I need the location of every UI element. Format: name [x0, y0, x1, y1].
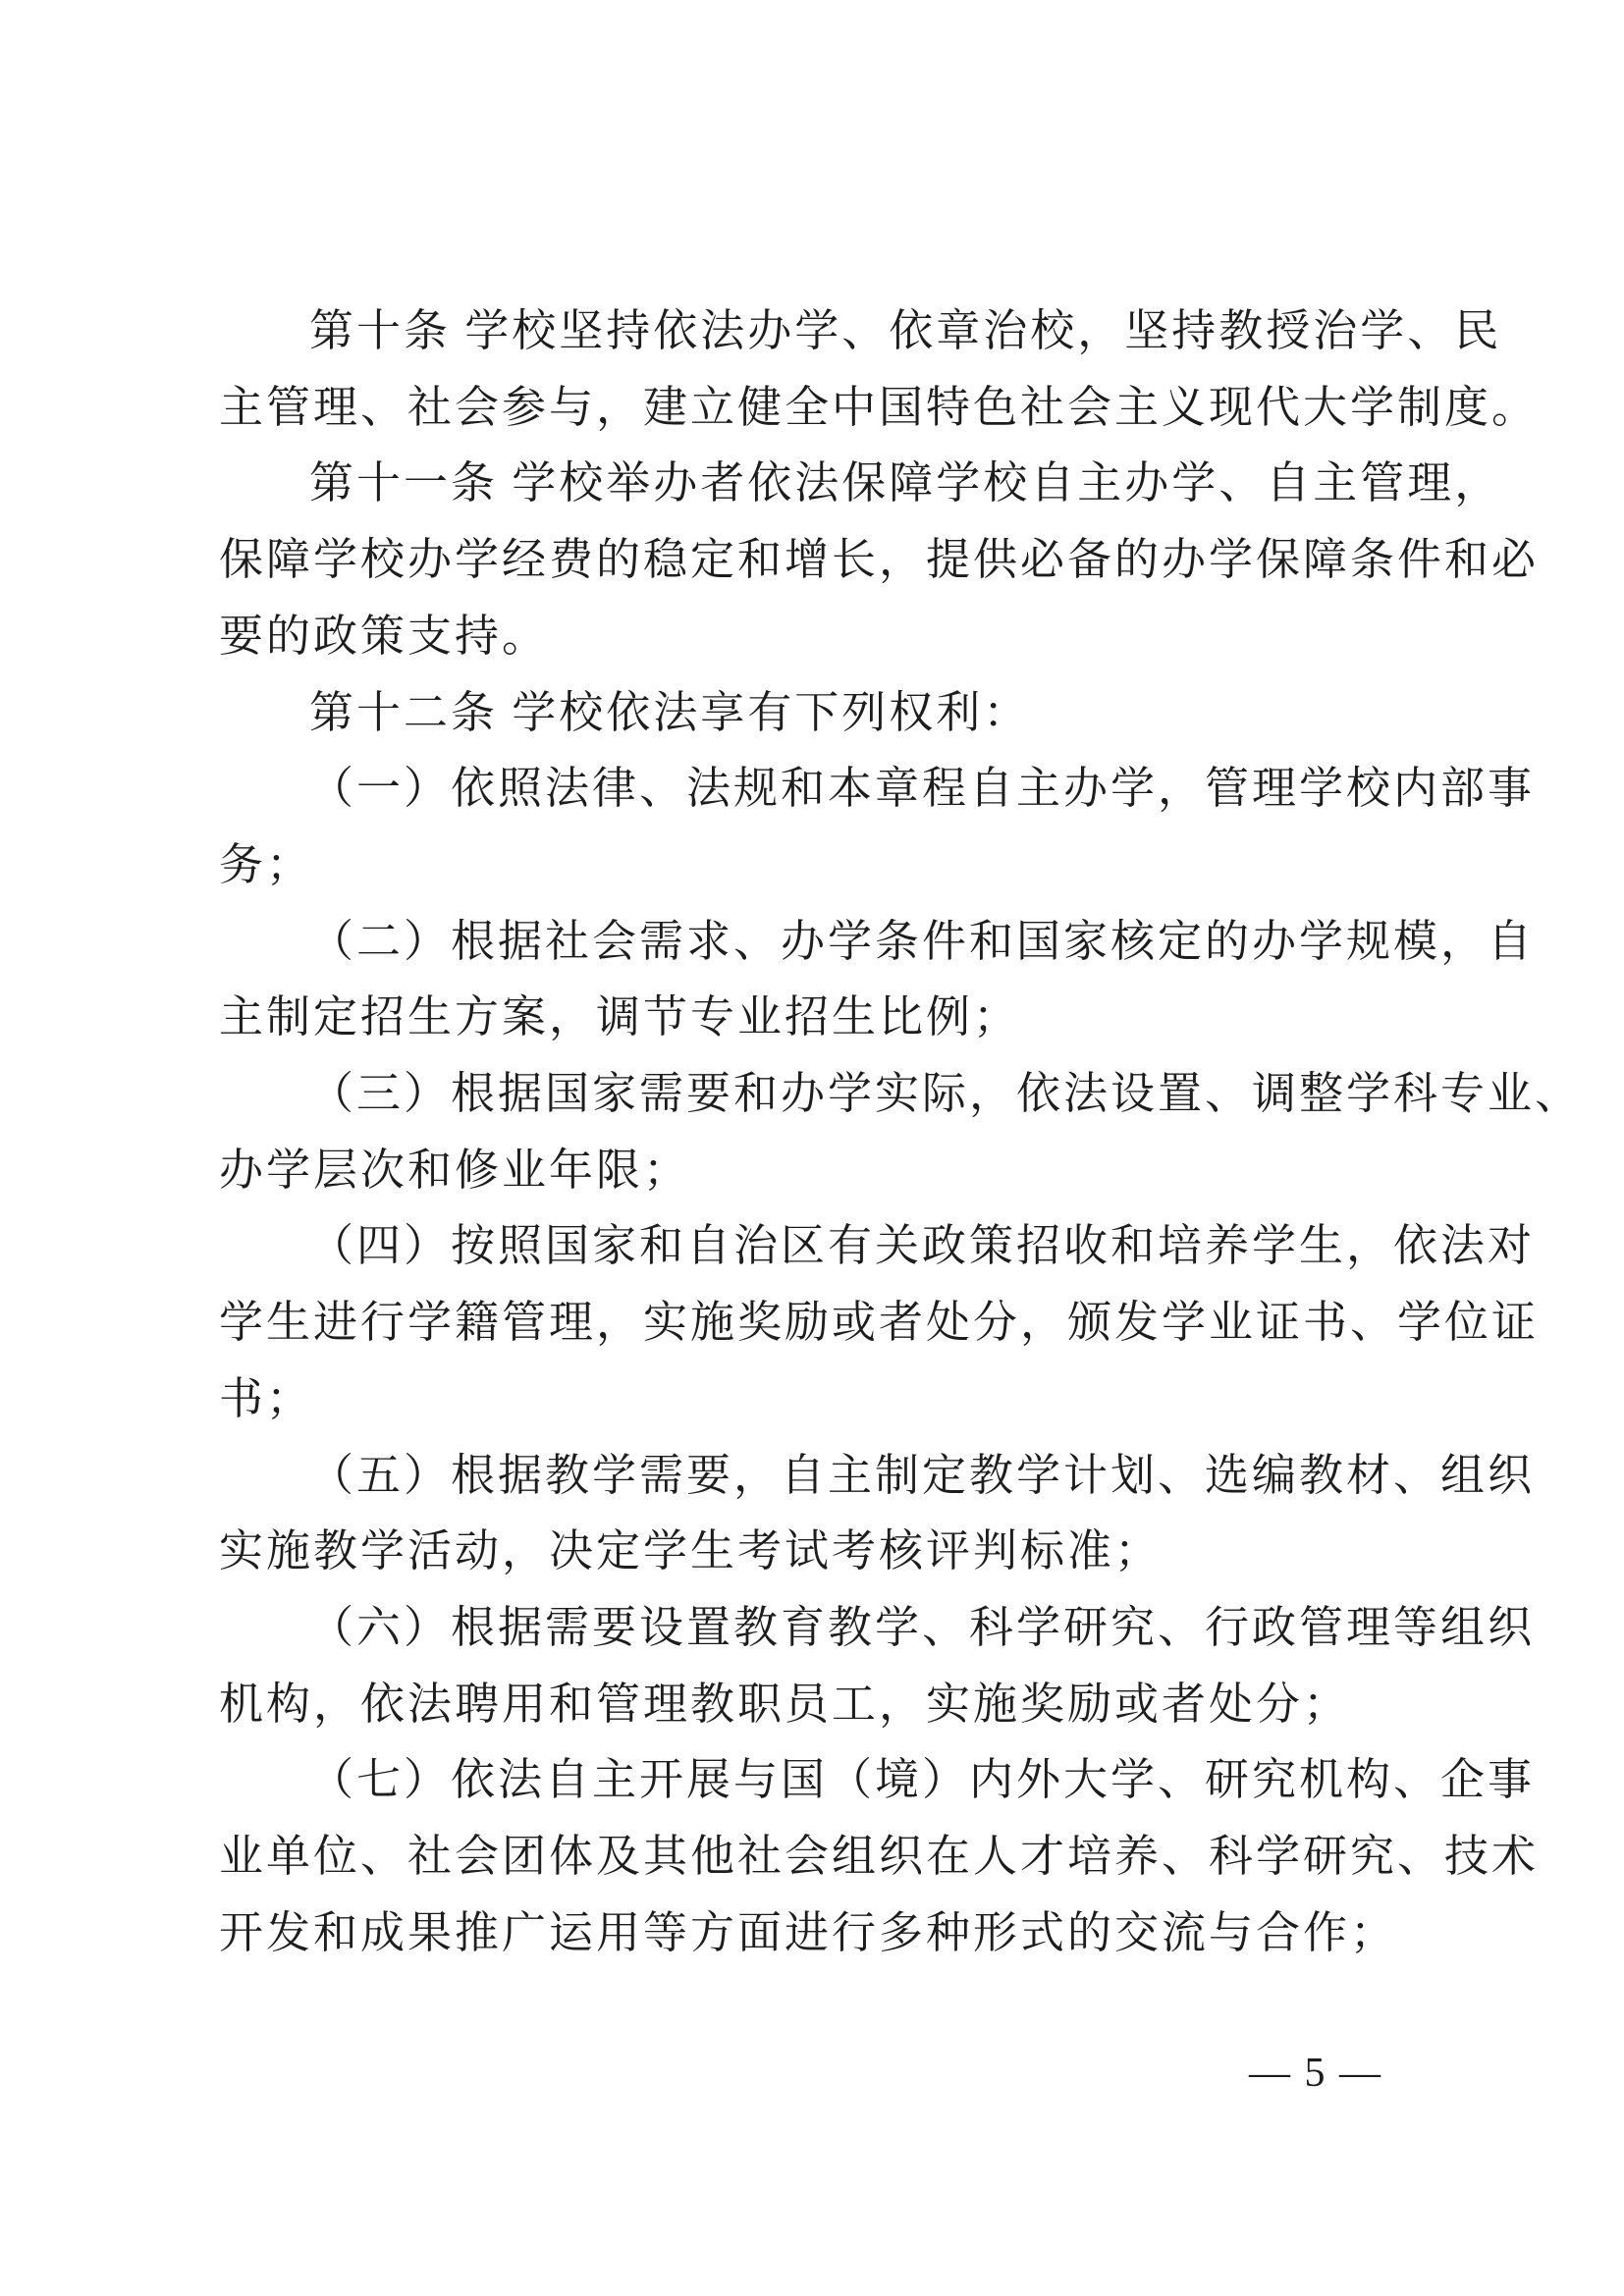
text-line-item-1: （一）依照法律、法规和本章程自主办学，管理学校内部事: [309, 764, 1536, 814]
text-line: 务；: [219, 839, 314, 889]
text-line-item-3: （三）根据国家需要和办学实际，依法设置、调整学科专业、: [309, 1069, 1583, 1119]
text-line-item-2: （二）根据社会需求、办学条件和国家核定的办学规模，自: [309, 916, 1536, 966]
text-line-article-11: 第十一条 学校举办者依法保障学校自主办学、自主管理，: [309, 458, 1502, 508]
text-line: 业单位、社会团体及其他社会组织在人才培养、科学研究、技术: [219, 1832, 1540, 1882]
text-line: 书；: [219, 1373, 314, 1423]
text-line: 要的政策支持。: [219, 611, 550, 661]
text-line: 开发和成果推广运用等方面进行多种形式的交流与合作；: [219, 1907, 1398, 1957]
text-line-article-12: 第十二条 学校依法享有下列权利：: [309, 687, 1031, 737]
text-line: 主管理、社会参与，建立健全中国特色社会主义现代大学制度。: [219, 382, 1540, 432]
text-line: 办学层次和修业年限；: [219, 1145, 691, 1195]
text-line: 主制定招生方案，调节专业招生比例；: [219, 992, 1021, 1042]
text-line-item-6: （六）根据需要设置教育教学、科学研究、行政管理等组织: [309, 1602, 1536, 1652]
text-line: 机构，依法聘用和管理教职员工，实施奖励或者处分；: [219, 1679, 1351, 1729]
text-line: 实施教学活动，决定学生考试考核评判标准；: [219, 1526, 1163, 1576]
text-line: 学生进行学籍管理，实施奖励或者处分，颁发学业证书、学位证: [219, 1298, 1540, 1348]
document-body: [219, 294, 1583, 1971]
text-line: 保障学校办学经费的稳定和增长，提供必备的办学保障条件和必: [219, 535, 1540, 585]
text-line-item-7: （七）依法自主开展与国（境）内外大学、研究机构、企事: [309, 1755, 1536, 1805]
text-line-item-5: （五）根据教学需要，自主制定教学计划、选编教材、组织: [309, 1450, 1536, 1500]
text-line-article-10: 第十条 学校坚持依法办学、依章治校，坚持教授治学、民: [309, 306, 1502, 355]
page-number: — 5 —: [1249, 2051, 1382, 2096]
text-line-item-4: （四）按照国家和自治区有关政策招收和培养学生，依法对: [309, 1221, 1536, 1271]
